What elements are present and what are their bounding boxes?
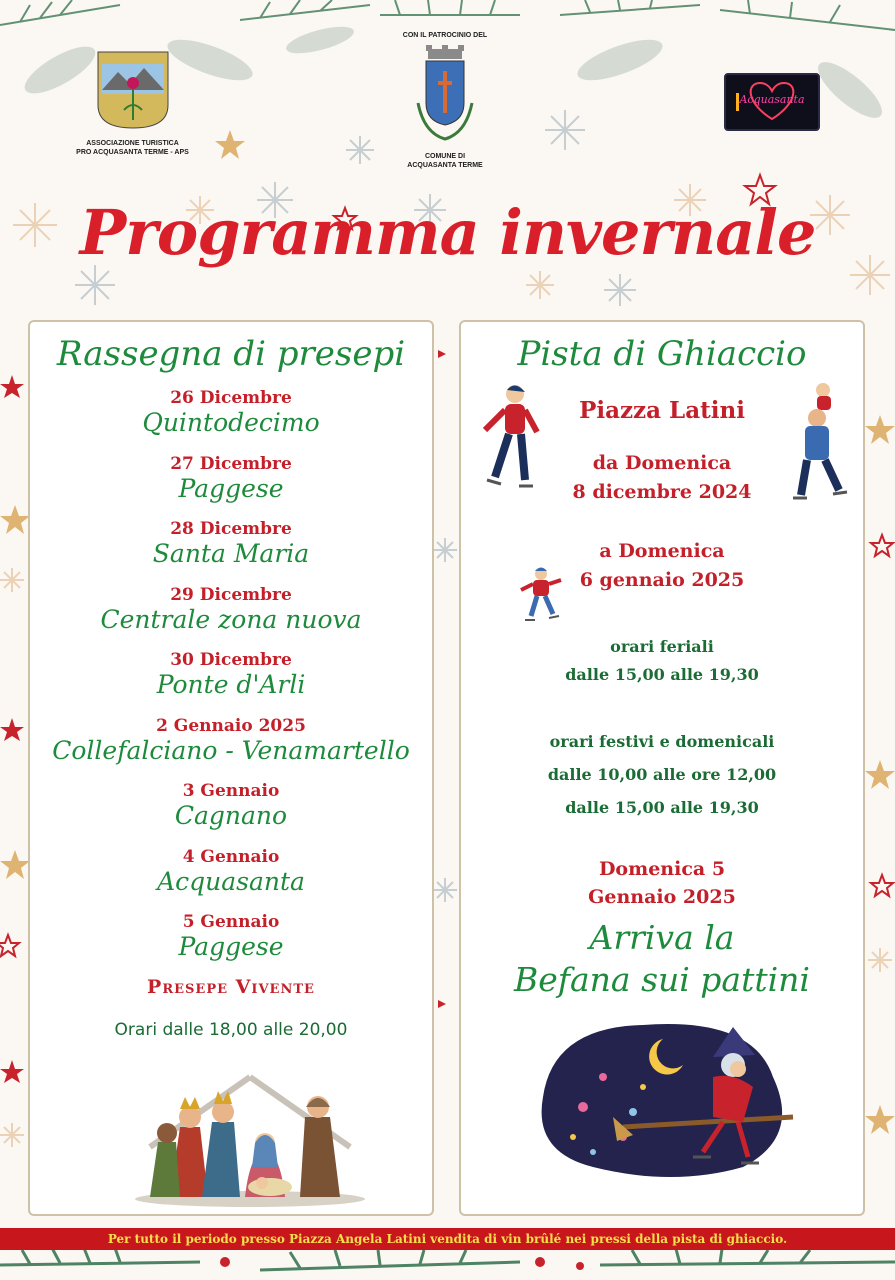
list-item [30, 912, 432, 961]
weekday-hours: dalle 15,00 alle 19,30 [565, 665, 759, 684]
pista-location: Piazza Latini [579, 397, 745, 424]
comune-line1: COMUNE DI [424, 153, 466, 160]
pista-from-line2: 8 dicembre 2024 [572, 481, 752, 503]
footer-banner: Per tutto il periodo presso Piazza Angela Latini vendita di vin brûlé nei pressi della pista di ghiaccio. [0, 1228, 895, 1250]
association-emblem-icon [96, 50, 170, 130]
event-place: Ponte d'Arli [156, 670, 306, 699]
event-place: Centrale zona nuova [100, 605, 362, 634]
page-title: Programma invernale [79, 196, 816, 269]
pista-to-line2: 6 gennaio 2025 [579, 569, 745, 591]
holiday-hours-afternoon: dalle 15,00 alle 19,30 [565, 798, 759, 817]
list-item [30, 847, 432, 896]
list-item [30, 781, 432, 830]
event-date: 29 Dicembre [170, 585, 292, 605]
pista-panel [459, 320, 865, 1216]
event-date: 3 Gennaio [182, 781, 280, 801]
list-item [30, 650, 432, 699]
presepi-panel [28, 320, 434, 1216]
event-place: Quintodecimo [142, 408, 320, 437]
list-item [30, 585, 432, 634]
nativity-scene-image [130, 1067, 370, 1207]
event-place: Paggese [178, 474, 284, 503]
befana-date-line1: Domenica 5 [598, 858, 726, 880]
list-item [30, 716, 432, 765]
pista-to-line1: a Domenica [599, 540, 725, 562]
event-place: Collefalciano - Venamartello [52, 736, 410, 765]
association-name-line1: ASSOCIAZIONE TURISTICA [86, 140, 179, 147]
list-item [30, 519, 432, 568]
befana-headline-line2: Befana sui pattini [513, 960, 810, 999]
pista-title: Pista di Ghiaccio [517, 334, 807, 374]
event-date: 4 Gennaio [182, 847, 280, 867]
comune-line2: ACQUASANTA TERME [407, 162, 483, 169]
befana-date-line2: Gennaio 2025 [588, 886, 736, 908]
association-logo [70, 50, 195, 157]
event-date: 2 Gennaio 2025 [156, 716, 306, 736]
befana-headline-line1: Arriva la [589, 918, 735, 957]
acquasanta-neon-logo [724, 73, 820, 131]
presepi-hours: Orari dalle 18,00 alle 20,00 [114, 1020, 348, 1040]
event-place: Santa Maria [152, 539, 310, 568]
event-date: 30 Dicembre [170, 650, 292, 670]
comune-coat-of-arms-icon [414, 43, 476, 143]
weekday-hours-label: orari feriali [610, 637, 714, 656]
event-date: 5 Gennaio [182, 912, 280, 932]
holiday-hours-label: orari festivi e domenicali [549, 732, 775, 751]
presepi-title: Rassegna di presepi [56, 334, 406, 374]
neon-logo-text: Acquasanta [739, 93, 805, 106]
list-item [30, 388, 432, 437]
comune-logo [380, 32, 510, 170]
holiday-hours-morning: dalle 10,00 alle ore 12,00 [547, 765, 777, 784]
association-name-line2: PRO ACQUASANTA TERME - APS [76, 149, 189, 156]
pista-from-line1: da Domenica [592, 452, 732, 474]
event-date: 26 Dicembre [170, 388, 292, 408]
event-date: 28 Dicembre [170, 519, 292, 539]
patronage-label: CON IL PATROCINIO DEL [402, 32, 488, 39]
event-place: Cagnano [174, 801, 288, 830]
befana-on-skates-image [533, 1017, 803, 1187]
event-place: Paggese [178, 932, 284, 961]
presepe-vivente-label: Presepe Vivente [147, 976, 315, 998]
event-date: 27 Dicembre [170, 454, 292, 474]
event-place: Acquasanta [157, 867, 305, 896]
list-item [30, 454, 432, 503]
